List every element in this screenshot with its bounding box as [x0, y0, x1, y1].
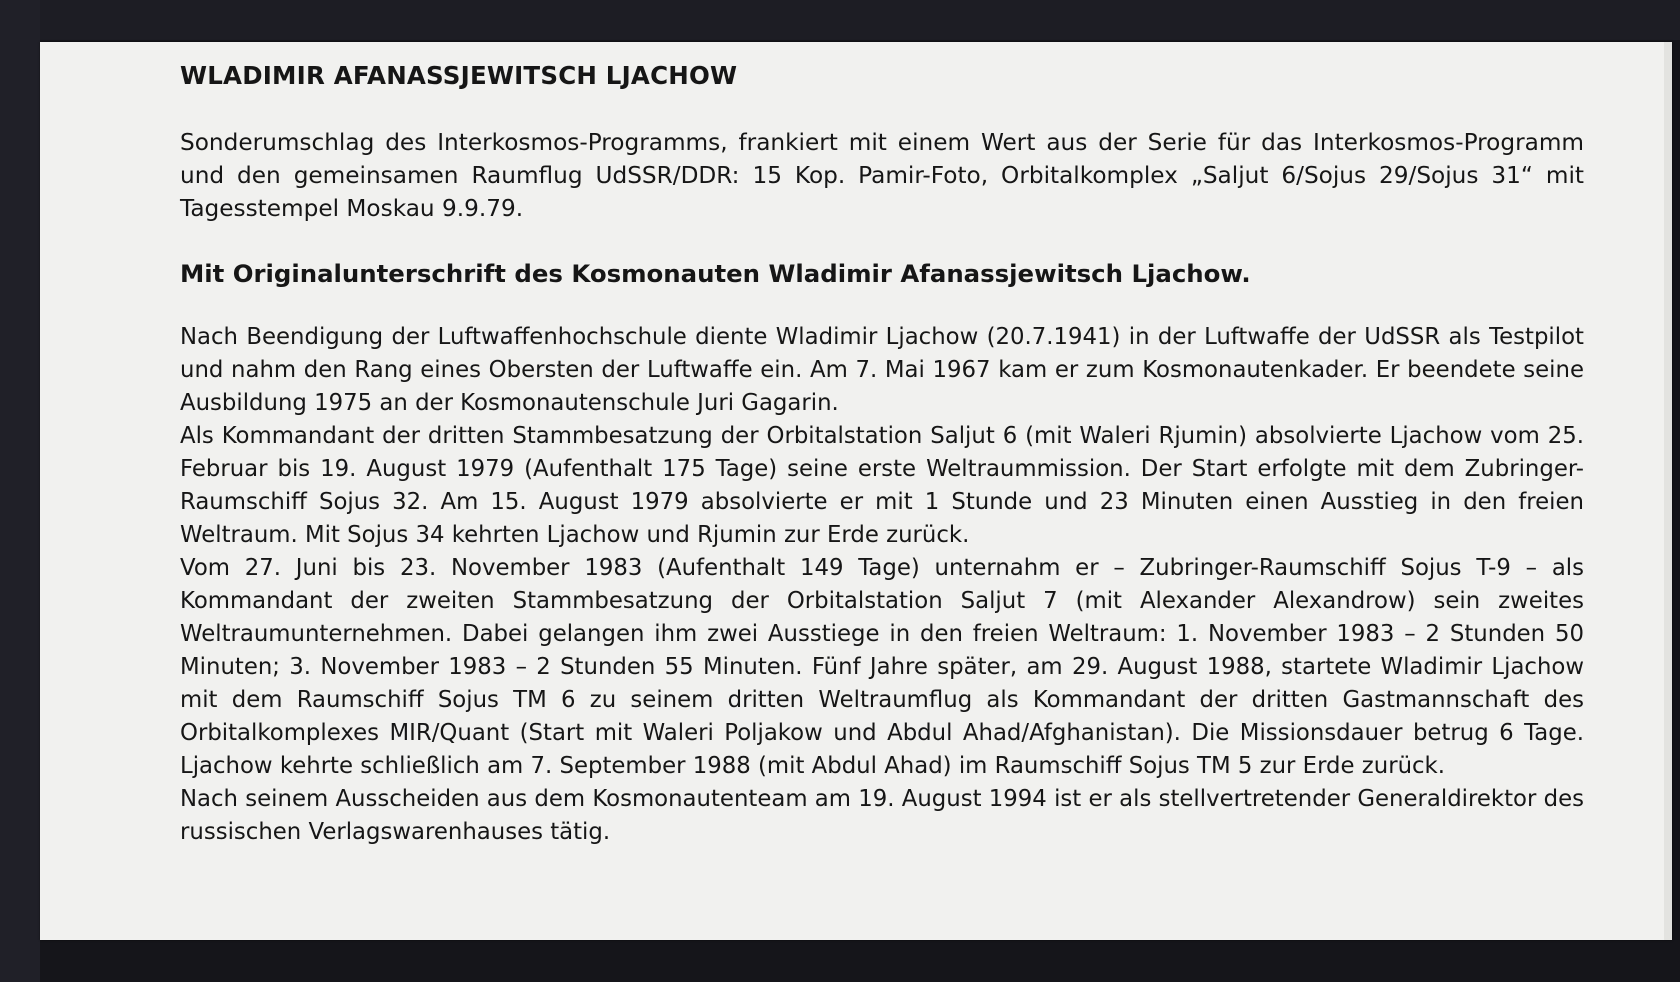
biography-paragraph-1: Nach Beendigung der Luftwaffenhochschule diente Wladimir Ljachow (20.7.1941) in der Luftwaffe der UdSSR als Testpilot und nahm den Rang eines Obersten der Luftwaffe ein. Am 7. Mai 1967 kam er zum Kosmonautenkader. Er beendete seine Ausbildung 1975 an der Kosmonautenschule Juri Gagarin.	[180, 324, 1584, 416]
card-edge	[1664, 42, 1672, 940]
document-title: WLADIMIR AFANASSJEWITSCH LJACHOW	[180, 61, 738, 90]
biography-text	[180, 321, 1584, 849]
biography-paragraph-4: Nach seinem Ausscheiden aus dem Kosmonautenteam am 19. August 1994 ist er als stellvertretender Generaldirektor des russischen Verlagswarenhauses tätig.	[180, 786, 1584, 845]
card-content	[180, 54, 1584, 849]
signature-note: Mit Originalunterschrift des Kosmonauten Wladimir Afanassjewitsch Ljachow.	[180, 259, 1251, 288]
scan-background-left	[0, 0, 40, 982]
info-card	[40, 42, 1672, 940]
scan-background-top	[0, 0, 1680, 40]
biography-paragraph-2: Als Kommandant der dritten Stammbesatzung der Orbitalstation Saljut 6 (mit Waleri Rjumin) absolvierte Ljachow vom 25. Februar bis 19. August 1979 (Aufenthalt 175 Tage) seine erste Weltraummission. Der Start erfolgte mit dem Zubringer-Raumschiff Sojus 32. Am 15. August 1979 absolvierte er mit 1 Stunde und 23 Minuten einen Ausstieg in den freien Weltraum. Mit Sojus 34 kehrten Ljachow und Rjumin zur Erde zurück.	[180, 423, 1584, 548]
intro-paragraph: Sonderumschlag des Interkosmos-Programms, frankiert mit einem Wert aus der Serie für das Interkosmos-Programm und den gemeinsamen Raumflug UdSSR/DDR: 15 Kop. Pamir-Foto, Orbitalkomplex „Saljut 6/Sojus 29/Sojus 31“ mit Tagesstempel Moskau 9.9.79.	[180, 129, 1584, 222]
biography-paragraph-3: Vom 27. Juni bis 23. November 1983 (Aufenthalt 149 Tage) unternahm er – Zubringer-Raumschiff Sojus T-9 – als Kommandant der zweiten Stammbesatzung der Orbitalstation Saljut 7 (mit Alexander Alexandrow) sein zweites Weltraumunternehmen. Dabei gelangen ihm zwei Ausstiege in den freien Weltraum: 1. November 1983 – 2 Stunden 50 Minuten; 3. November 1983 – 2 Stunden 55 Minuten. Fünf Jahre später, am 29. August 1988, startete Wladimir Ljachow mit dem Raumschiff Sojus TM 6 zu seinem dritten Weltraumflug als Kommandant der dritten Gastmannschaft des Orbitalkomplexes MIR/Quant (Start mit Waleri Poljakow und Abdul Ahad/Afghanistan). Die Missionsdauer betrug 6 Tage. Ljachow kehrte schließlich am 7. September 1988 (mit Abdul Ahad) im Raumschiff Sojus TM 5 zur Erde zurück.	[180, 555, 1584, 779]
